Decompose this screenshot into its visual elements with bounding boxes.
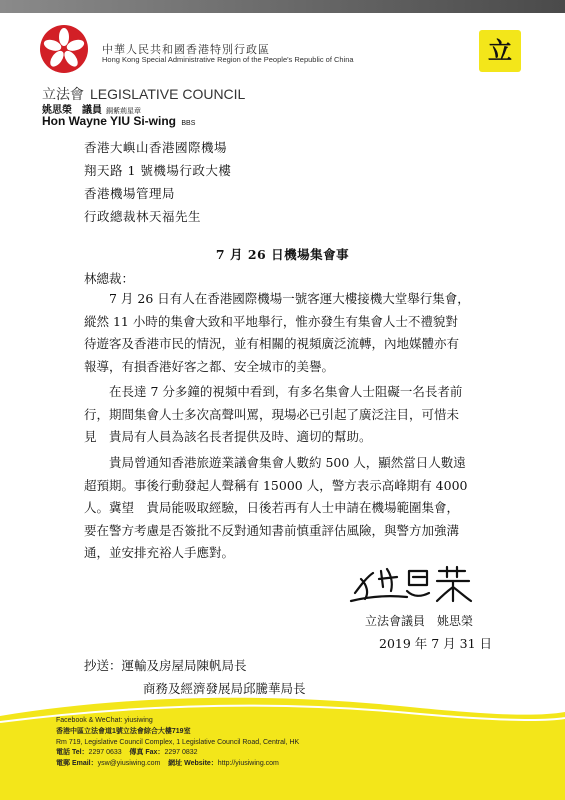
council-name-chinese: 立法會 — [42, 86, 84, 102]
paragraph-line: 行，期間集會人士多次高聲叫罵，現場必已引起了廣泛注目，可惜未 — [84, 406, 460, 422]
footer-address-english: Rm 719, Legislative Council Complex, 1 Legislative Council Road, Central, HK — [56, 738, 300, 746]
letter-paragraph-2 — [84, 381, 484, 449]
paragraph-line: 7 月 26 日有人在香港國際機場一號客運大樓接機大堂舉行集會， — [84, 291, 470, 306]
paragraph-line: 待遊客及香港市民的情況，並有相關的視頻廣泛流轉，內地媒體亦有 — [84, 336, 460, 351]
member-honor-english: BBS — [181, 120, 196, 127]
member-name-en-text: Hon Wayne YIU Si-wing — [42, 114, 177, 128]
member-logo-graphic — [479, 30, 521, 72]
footer-contact — [56, 716, 299, 770]
footer-email-web — [56, 759, 299, 770]
fax-label: 傳真 Fax： — [129, 749, 165, 757]
cc-line-1 — [84, 656, 247, 674]
handwritten-signature — [347, 563, 477, 605]
paragraph-line: 縱然 11 小時的集會大致和平地舉行，惟亦發生有集會人士不禮貌對 — [84, 313, 458, 329]
member-logo-icon — [479, 30, 521, 72]
letter-paragraph-3 — [84, 452, 484, 565]
government-title-chinese: 中華人民共和國香港特別行政區 — [102, 43, 270, 56]
paragraph-line: 通，並安排充裕人手應對。 — [84, 545, 235, 560]
website-link[interactable]: http://yiusiwing.com — [217, 760, 279, 768]
cc-recipient-1: 運輸及房屋局陳帆局長 — [121, 658, 247, 673]
government-title-english: Hong Kong Special Administrative Region of the People's Republic of China — [102, 55, 354, 64]
fax-number: 2297 0832 — [164, 749, 198, 757]
council-name-english: LEGISLATIVE COUNCIL — [90, 86, 246, 102]
member-honor-chinese: 銅紫荊星章 — [106, 107, 141, 115]
recipient-line-3: 香港機場管理局 — [84, 186, 176, 201]
cc-recipient-2: 商務及經濟發展局邱騰華局長 — [143, 681, 306, 696]
letter-title: 7 月 26 日機場集會事 — [215, 247, 350, 262]
paragraph-line: 在長達 7 分多鐘的視頻中看到，有多名集會人士阻礙一名長者前 — [84, 384, 463, 399]
cc-label: 抄送： — [84, 658, 122, 673]
web-label: 網址 Website： — [168, 760, 218, 768]
email-link[interactable]: ysw@yiusiwing.com — [97, 760, 161, 768]
paragraph-line: 超預期。事後行動發起人聲稱有 15000 人，警方表示高峰期有 4000 — [84, 477, 468, 493]
signature-name: 立法會議員 姚思榮 — [365, 614, 474, 628]
member-name-zh-text: 姚思榮 議員 — [42, 105, 102, 116]
recipient-line-4: 行政總裁林天福先生 — [84, 209, 202, 224]
paragraph-line: 見 貴局有人員為該名長者提供及時、適切的幫助。 — [84, 429, 372, 444]
member-logo-char: 立 — [488, 36, 512, 65]
tel-number: 2297 0633 — [88, 749, 122, 757]
member-name-english — [42, 114, 195, 128]
footer-phone-fax — [56, 748, 299, 759]
tel-label: 電話 Tel： — [56, 749, 89, 757]
letter-paragraph-1 — [84, 288, 484, 378]
footer-address-chinese: 香港中區立法會道1號立法會綜合大樓719室 — [56, 727, 191, 735]
recipient-line-2: 翔天路 1 號機場行政大樓 — [84, 163, 232, 178]
recipient-line-1: 香港大嶼山香港國際機場 — [84, 140, 228, 155]
footer-social: Facebook & WeChat: yiusiwing — [56, 717, 153, 724]
paragraph-line: 要在警方考慮是否簽批不反對通知書前慎重評估風險，與警方加強溝 — [84, 522, 460, 538]
hksar-emblem-icon — [38, 23, 90, 75]
letter-salutation: 林總裁： — [84, 271, 135, 286]
paragraph-line: 報導，有損香港好客之都、安全城市的美譽。 — [84, 358, 335, 374]
paragraph-line: 貴局曾通知香港旅遊業議會集會人數約 500 人，顯然當日人數遠 — [84, 455, 466, 470]
email-label: 電郵 Email： — [56, 760, 98, 768]
top-decorative-bar — [0, 0, 565, 13]
paragraph-line: 人。冀望 貴局能吸取經驗，日後若再有人士申請在機場範圍集會， — [84, 500, 460, 515]
letter-date: 2019 年 7 月 31 日 — [379, 636, 493, 651]
